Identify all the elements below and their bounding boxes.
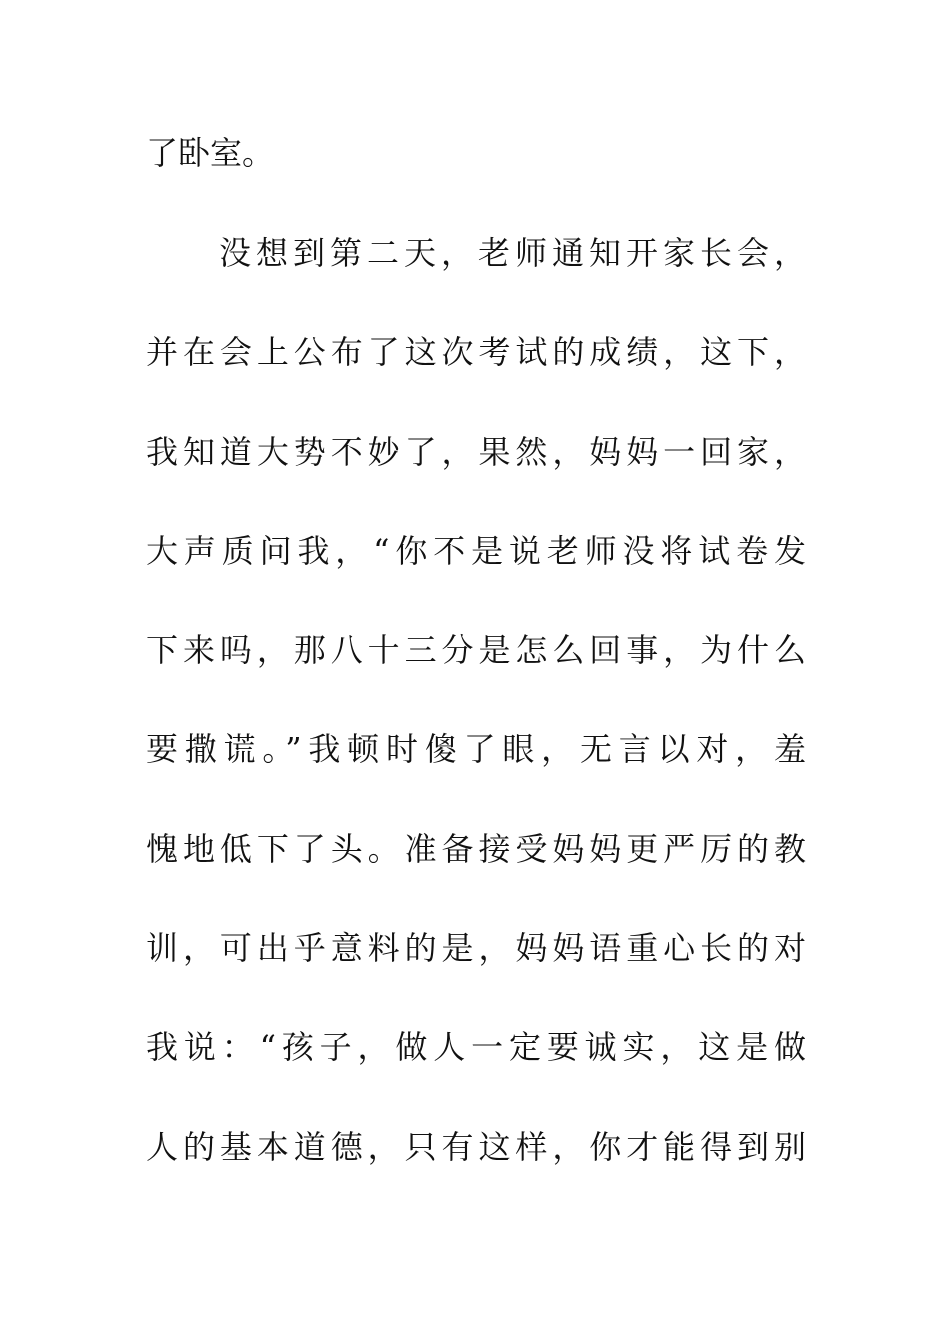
text-line-6: 下来吗，那八十三分是怎么回事，为什么 — [146, 631, 806, 669]
text-line-4: 我知道大势不妙了，果然，妈妈一回家， — [146, 433, 806, 471]
text-line-8: 愧地低下了头。准备接受妈妈更严厉的教 — [146, 830, 806, 868]
text-line-3: 并在会上公布了这次考试的成绩，这下， — [146, 333, 806, 371]
text-line-10: 我说：“孩子，做人一定要诚实，这是做 — [146, 1028, 806, 1066]
text-line-1: 了卧室。 — [146, 134, 275, 172]
text-line-5: 大声质问我，“你不是说老师没将试卷发 — [146, 532, 806, 570]
text-line-7: 要撒谎。”我顿时傻了眼，无言以对，羞 — [146, 730, 806, 768]
text-line-11: 人的基本道德，只有这样，你才能得到别 — [146, 1128, 806, 1166]
text-line-2: 没想到第二天，老师通知开家长会， — [219, 234, 806, 272]
text-line-9: 训，可出乎意料的是，妈妈语重心长的对 — [146, 929, 806, 967]
